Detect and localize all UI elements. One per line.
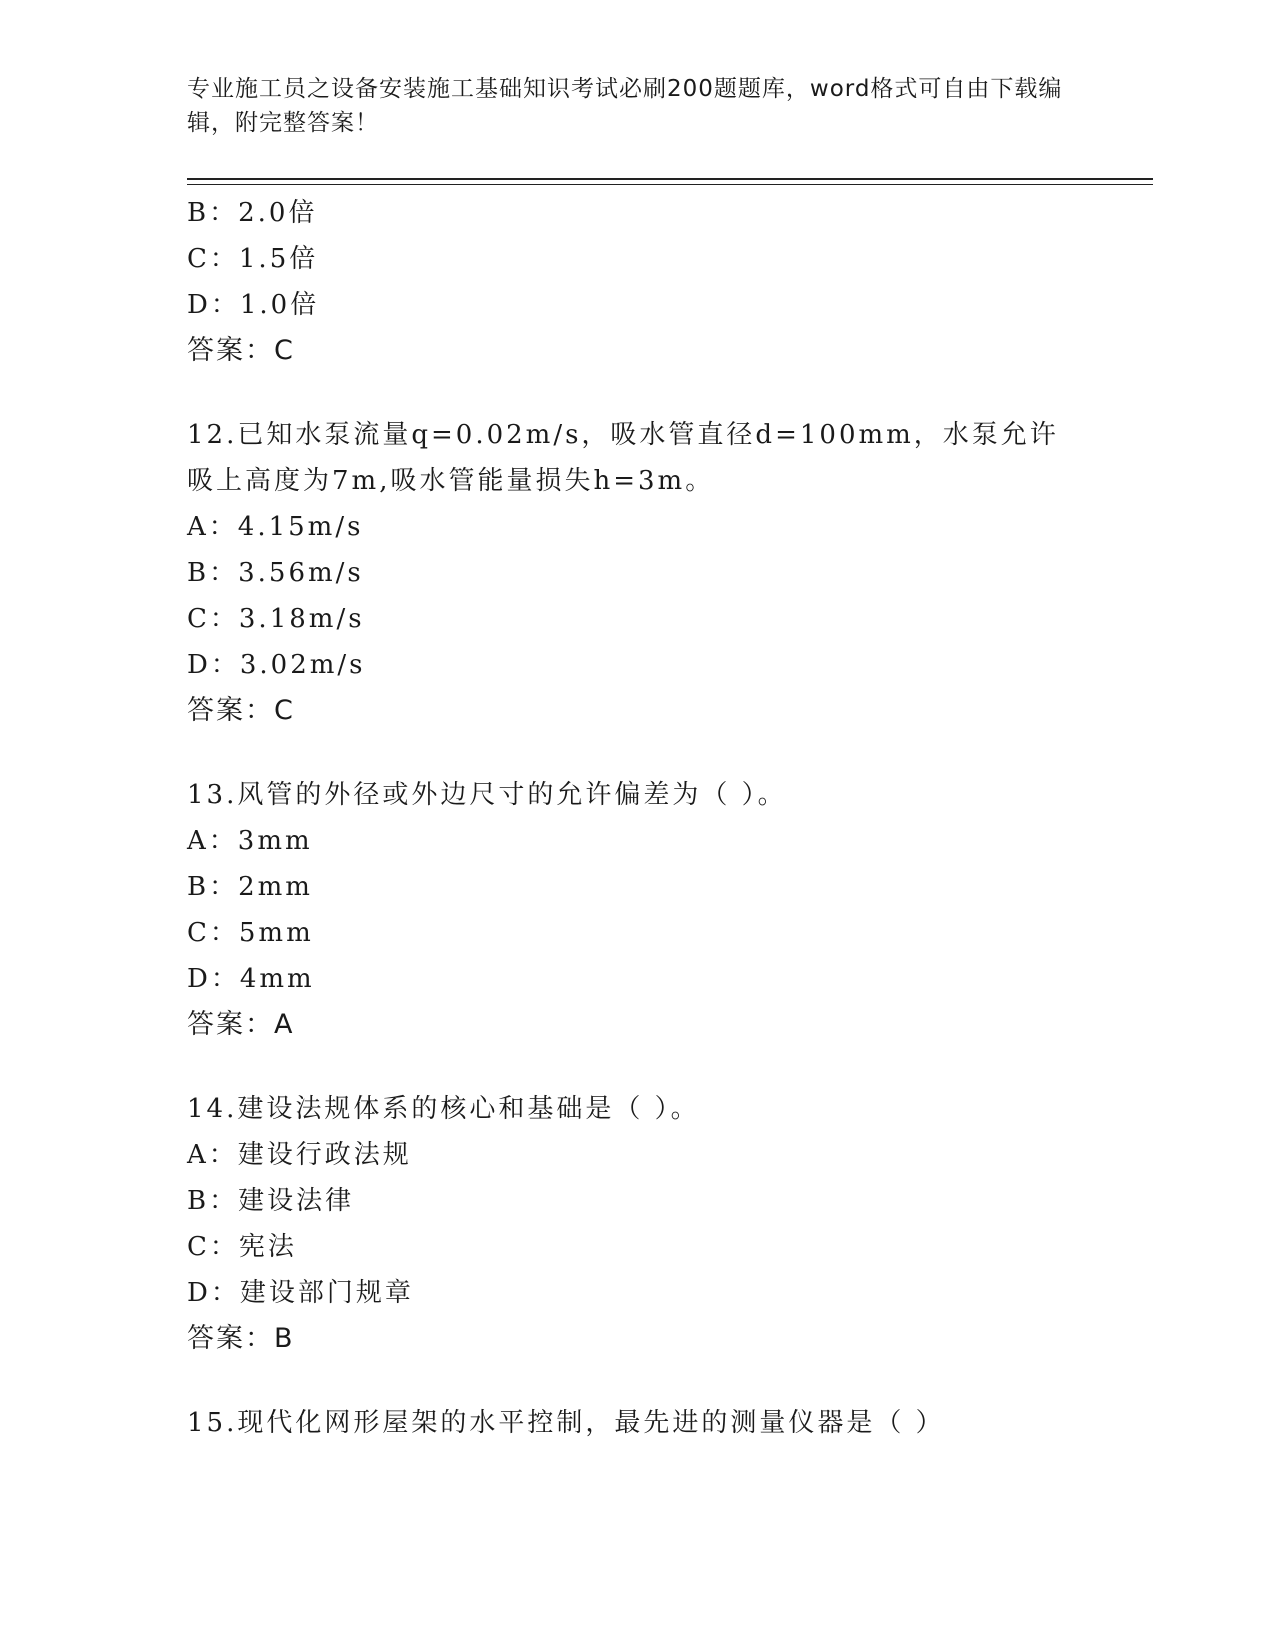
document-header: [187, 72, 1067, 140]
question-text: 13.风管的外径或外边尺寸的允许偏差为（ ）。: [187, 780, 787, 810]
question-12: [187, 412, 1087, 734]
option-b: B：建设法律: [187, 1186, 355, 1216]
question-15: [187, 1400, 1087, 1446]
header-divider-thick: [187, 178, 1153, 180]
question-list: [187, 190, 1087, 1446]
option-c: C：3.18m/s: [187, 604, 365, 634]
option-d: D：4mm: [187, 964, 315, 994]
question-text: 12.已知水泵流量q=0.02m/s，吸水管直径d=100mm，水泵允许吸上高度为7m,吸水管能量损失h=3m。: [187, 420, 1059, 496]
option-d: D：1.0倍: [187, 290, 320, 320]
question-13: [187, 772, 1087, 1048]
question-11-continued: [187, 190, 1087, 374]
question-14: [187, 1086, 1087, 1362]
option-d: D：3.02m/s: [187, 650, 366, 680]
option-b: B：3.56m/s: [187, 558, 364, 588]
option-a: A：3mm: [187, 826, 313, 856]
question-text: 15.现代化网形屋架的水平控制，最先进的测量仪器是（ ）: [187, 1408, 945, 1438]
answer-line: 答案：B: [187, 1323, 295, 1354]
header-divider-thin: [187, 184, 1153, 185]
option-c: C：5mm: [187, 918, 314, 948]
option-c: C：宪法: [187, 1232, 297, 1262]
option-b: B：2mm: [187, 872, 313, 902]
option-b: B：2.0倍: [187, 198, 318, 228]
option-a: A：4.15m/s: [187, 512, 364, 542]
option-c: C：1.5倍: [187, 244, 319, 274]
question-text: 14.建设法规体系的核心和基础是（ ）。: [187, 1094, 700, 1124]
option-d: D：建设部门规章: [187, 1278, 414, 1308]
answer-line: 答案：C: [187, 695, 295, 726]
header-title: 专业施工员之设备安装施工基础知识考试必刷200题题库，word格式可自由下载编辑，附完整答案！: [187, 76, 1063, 136]
option-a: A：建设行政法规: [187, 1140, 412, 1170]
answer-line: 答案：C: [187, 335, 295, 366]
answer-line: 答案：A: [187, 1009, 295, 1040]
